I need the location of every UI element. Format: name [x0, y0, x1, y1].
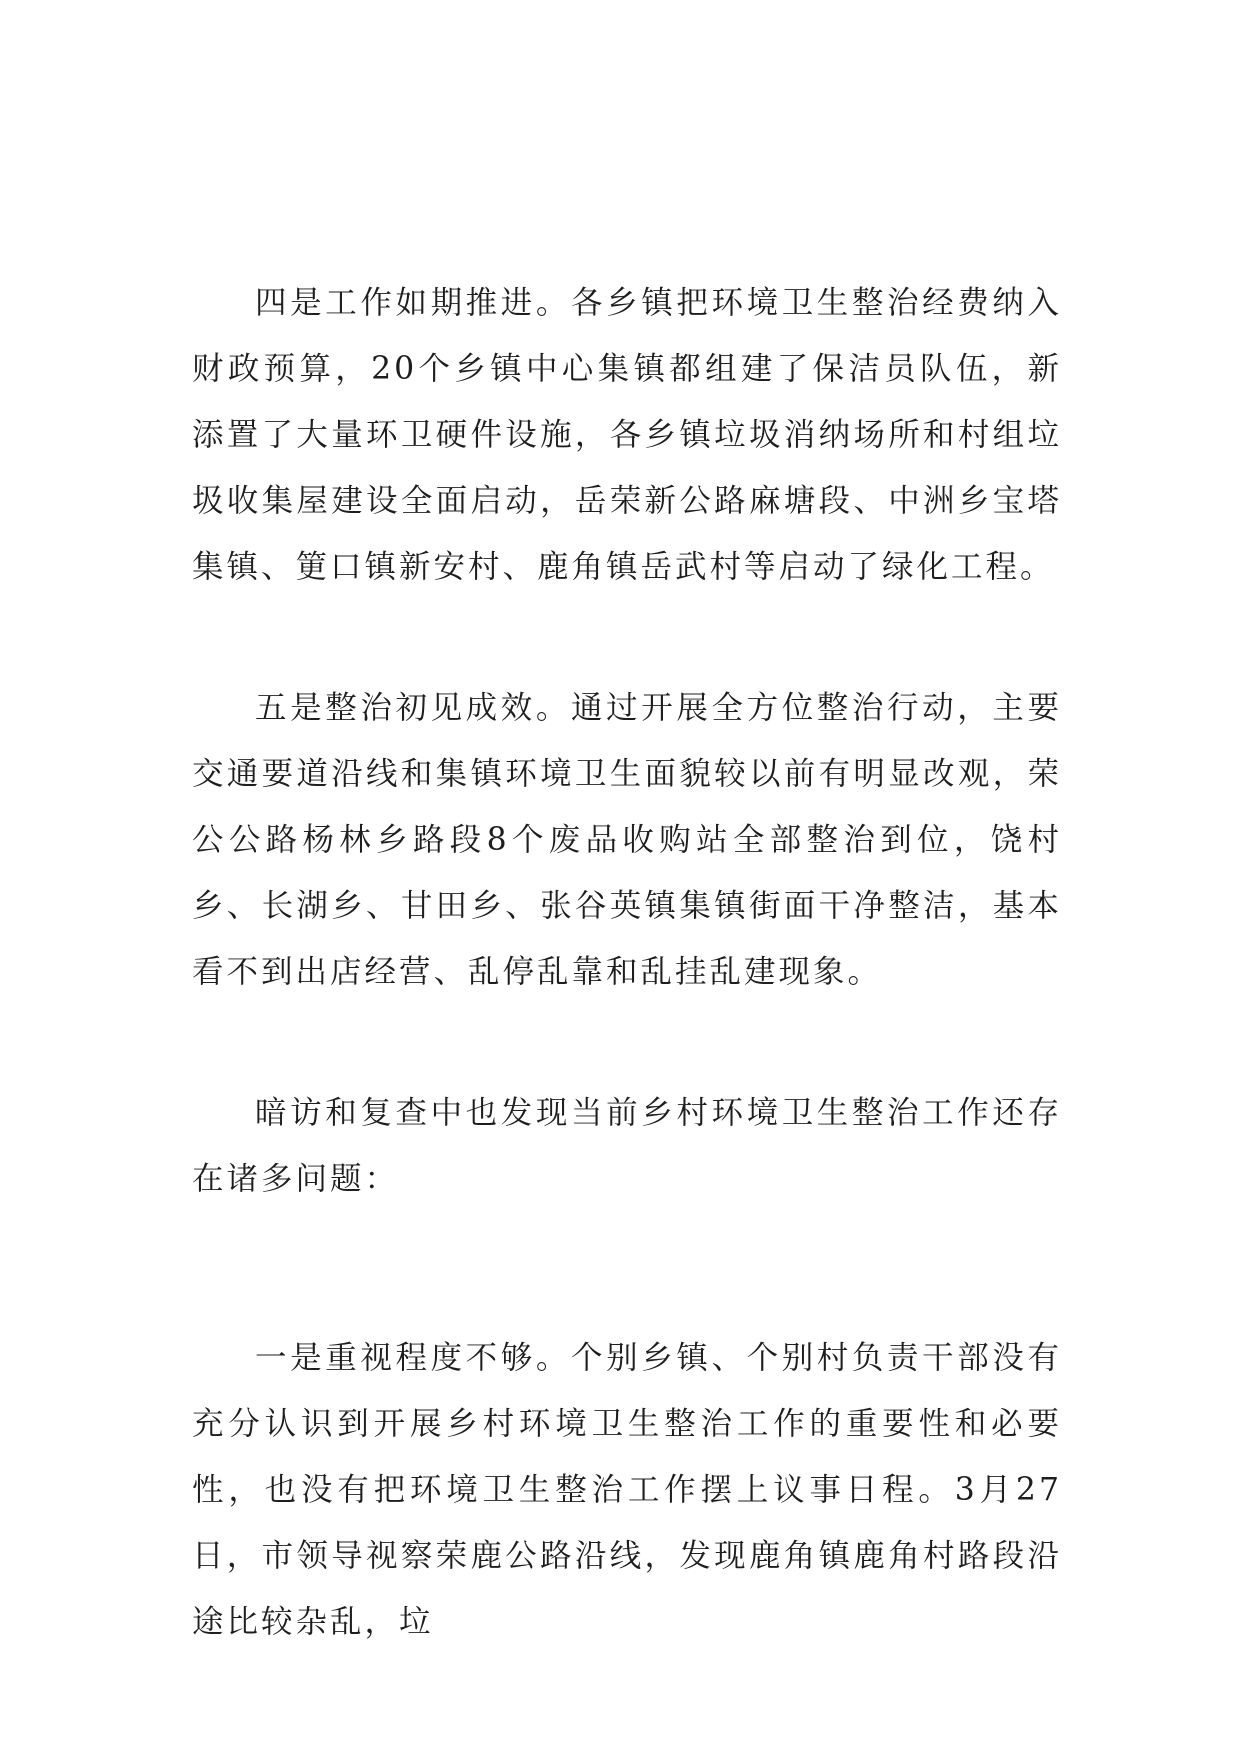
paragraph-work-progress: 四是工作如期推进。各乡镇把环境卫生整治经费纳入财政预算，20个乡镇中心集镇都组建了保洁员队伍，新添置了大量环卫硬件设施，各乡镇垃圾消纳场所和村组垃圾收集屋建设全面启动，岳荣新公路麻塘段、中洲乡宝塔集镇、筻口镇新安村、鹿角镇岳武村等启动了绿化工程。	[192, 285, 1062, 585]
paragraph-problems-intro: 暗访和复查中也发现当前乡村环境卫生整治工作还存在诸多问题：	[192, 1095, 1062, 1197]
paragraph-initial-results: 五是整治初见成效。通过开展全方位整治行动，主要交通要道沿线和集镇环境卫生面貌较以前有明显改观，荣公公路杨林乡路段8个废品收购站全部整治到位，饶村乡、长湖乡、甘田乡、张谷英镇集镇街面干净整洁，基本看不到出店经营、乱停乱靠和乱挂乱建现象。	[192, 690, 1062, 990]
paragraph-insufficient-attention: 一是重视程度不够。个别乡镇、个别村负责干部没有充分认识到开展乡村环境卫生整治工作的重要性和必要性，也没有把环境卫生整治工作摆上议事日程。3月27日，市领导视察荣鹿公路沿线，发现鹿角镇鹿角村路段沿途比较杂乱，垃	[192, 1340, 1062, 1640]
